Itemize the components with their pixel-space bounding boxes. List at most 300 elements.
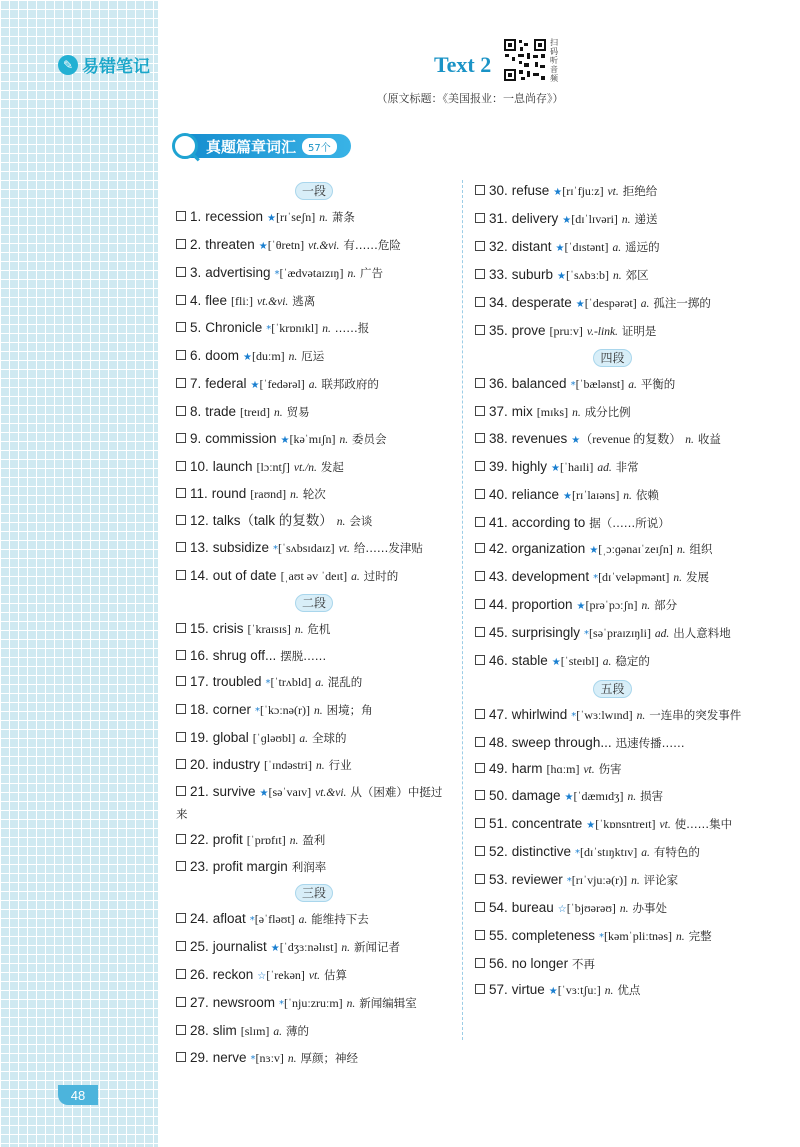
entry-number: 26. [190, 967, 209, 982]
entry-phonetic: [lɔːntʃ] [256, 460, 290, 474]
entry-part-of-speech: a. [612, 242, 622, 254]
checkbox-icon[interactable] [176, 488, 186, 498]
entry-number: 12. [190, 513, 209, 528]
vocab-entry [176, 962, 452, 990]
vocab-entry [176, 563, 452, 590]
checkbox-icon[interactable] [475, 930, 485, 940]
entry-number: 48. [489, 735, 508, 750]
entry-part-of-speech: n. [319, 212, 328, 224]
vocab-entry [176, 1018, 452, 1045]
frequency-star-icon: * [250, 1054, 256, 1065]
entry-word: bureau [511, 900, 554, 915]
entry-number: 40. [489, 487, 508, 502]
entry-word: advertising [205, 265, 271, 280]
paragraph-label-text: 一段 [295, 182, 333, 200]
checkbox-icon[interactable] [475, 958, 485, 968]
frequency-star-icon: * [265, 678, 271, 689]
entry-phonetic: [ˈɪndəstri] [264, 758, 313, 772]
vocab-column-left [176, 178, 452, 1073]
entry-part-of-speech: n. [346, 998, 356, 1010]
checkbox-icon[interactable] [176, 239, 186, 249]
entry-meaning: 优点 [617, 983, 641, 997]
entry-meaning: 贸易 [286, 405, 310, 419]
entry-word: journalist [212, 939, 267, 954]
entry-part-of-speech: n. [636, 710, 646, 722]
checkbox-icon[interactable] [475, 543, 485, 553]
vocab-entry [475, 454, 750, 482]
entry-part-of-speech: n. [685, 434, 694, 446]
entry-part-of-speech: n. [289, 835, 299, 847]
vocab-entry [176, 481, 452, 508]
entry-phonetic: [kəmˈpliːtnəs] [604, 929, 673, 943]
entry-phonetic: [ˌaʊt əv ˈdeɪt] [280, 569, 348, 583]
entry-part-of-speech: a. [602, 656, 612, 668]
entry-meaning: 过时的 [363, 569, 399, 583]
entry-phonetic: [ˌɔːɡənaɪˈzeɪʃn] [598, 542, 673, 556]
frequency-star-icon: * [255, 706, 261, 717]
entry-part-of-speech: a. [299, 733, 308, 745]
section-title: 真题篇章词汇 [206, 137, 297, 156]
entry-number: 8. [190, 404, 202, 419]
entry-word: slim [212, 1023, 237, 1038]
entry-meaning: 困境；角 [326, 703, 373, 717]
paragraph-label-text: 五段 [593, 680, 631, 698]
entry-meaning: 孤注一掷的 [653, 296, 711, 310]
entry-part-of-speech: n. [316, 760, 325, 772]
vocab-entry [176, 854, 452, 880]
frequency-star-icon: * [279, 999, 285, 1010]
entry-number: 44. [489, 597, 508, 612]
frequency-star-icon: * [593, 573, 599, 584]
frequency-star-icon: ★ [280, 435, 290, 446]
entry-phonetic: [fliː] [231, 294, 254, 308]
vocab-column-right [475, 178, 750, 1005]
entry-number: 41. [489, 515, 508, 530]
vocab-entry [475, 592, 750, 620]
checkbox-icon[interactable] [176, 570, 186, 580]
frequency-star-icon: ★ [551, 657, 561, 668]
vocab-entry [475, 178, 750, 206]
vocab-entry [176, 934, 452, 962]
entry-meaning: ……报 [334, 321, 370, 335]
entry-word: recession [205, 209, 264, 224]
checkbox-icon[interactable] [176, 322, 186, 332]
vocab-entry [176, 725, 452, 752]
entry-phonetic: [ˈkraɪsɪs] [247, 622, 291, 636]
entry-number: 16. [190, 648, 209, 663]
entry-number: 29. [190, 1050, 209, 1065]
vocab-entry [176, 343, 452, 371]
entry-part-of-speech: n. [572, 407, 581, 419]
checkbox-icon[interactable] [475, 517, 485, 527]
checkbox-icon[interactable] [176, 350, 186, 360]
entry-phonetic: [ˈbjʊərəʊ] [566, 901, 616, 915]
vocab-entry [176, 669, 452, 697]
checkbox-icon[interactable] [475, 902, 485, 912]
entry-meaning: 萧条 [331, 210, 355, 224]
entry-part-of-speech: n. [676, 931, 685, 943]
checkbox-icon[interactable] [176, 211, 186, 221]
entry-meaning: 稳定的 [615, 654, 650, 668]
page-number: 48 [58, 1085, 98, 1105]
vocab-entry [176, 288, 452, 315]
vocab-entry [475, 756, 750, 783]
entry-meaning: 薄的 [286, 1024, 310, 1038]
entry-meaning: 发起 [320, 460, 344, 474]
vocab-entry [176, 426, 452, 454]
checkbox-icon[interactable] [475, 269, 485, 279]
vocab-entry [176, 508, 452, 535]
frequency-star-icon: * [571, 711, 577, 722]
entry-word: shrug off... [212, 648, 277, 663]
checkbox-icon[interactable] [475, 818, 485, 828]
entry-number: 7. [190, 376, 202, 391]
entry-word: newsroom [212, 995, 276, 1010]
entry-meaning: 出人意料地 [673, 626, 731, 640]
entry-word: reckon [212, 967, 254, 982]
frequency-star-icon: ★ [270, 943, 280, 954]
vocab-entry [176, 204, 452, 232]
paragraph-label [475, 347, 750, 367]
vocab-entry [475, 510, 750, 536]
entry-part-of-speech: vt. [308, 970, 321, 982]
entry-word: balanced [511, 376, 567, 391]
entry-phonetic: [pruːv] [549, 324, 583, 338]
brand-logo [58, 52, 150, 77]
entry-phonetic: [ˈædvətaɪzɪŋ] [279, 266, 344, 280]
vocab-entry [176, 1045, 452, 1073]
entry-number: 32. [489, 239, 508, 254]
checkbox-icon[interactable] [475, 461, 485, 471]
paragraph-label [475, 678, 750, 698]
checkbox-icon[interactable] [475, 874, 485, 884]
checkbox-icon[interactable] [475, 213, 485, 223]
checkbox-icon[interactable] [176, 406, 186, 416]
entry-meaning: 完整 [688, 929, 712, 943]
entry-phonetic: [raʊnd] [250, 487, 287, 501]
entry-word: delivery [511, 211, 559, 226]
entry-meaning: 不再 [572, 957, 596, 971]
checkbox-icon[interactable] [475, 846, 485, 856]
entry-word: highly [511, 459, 548, 474]
checkbox-icon[interactable] [176, 834, 186, 844]
entry-part-of-speech: vt./n. [293, 462, 317, 474]
entry-part-of-speech: n. [294, 624, 304, 636]
entry-word: Chronicle [205, 320, 263, 335]
frequency-star-icon: ★ [575, 299, 585, 310]
entry-part-of-speech: n. [641, 600, 651, 612]
checkbox-icon[interactable] [176, 941, 186, 951]
vocab-entry [475, 399, 750, 426]
checkbox-icon[interactable] [475, 763, 485, 773]
checkbox-icon[interactable] [475, 984, 485, 994]
checkbox-icon[interactable] [475, 655, 485, 665]
entry-part-of-speech: a. [641, 847, 650, 859]
checkbox-icon[interactable] [176, 515, 186, 525]
column-divider [462, 180, 463, 1040]
entry-word: prove [511, 323, 546, 338]
entry-word: according to [511, 515, 586, 530]
entry-word: no longer [511, 956, 569, 971]
entry-meaning: 估算 [324, 968, 348, 982]
entry-meaning: 成分比例 [584, 405, 631, 419]
vocab-entry [475, 811, 750, 839]
brand-name: 易错笔记 [82, 57, 150, 77]
entry-part-of-speech: a. [298, 914, 308, 926]
entry-phonetic: [hɑːm] [546, 762, 580, 776]
vocab-entry [475, 426, 750, 454]
vocab-entry [475, 536, 750, 564]
entry-meaning: 迅速传播…… [615, 736, 685, 750]
entry-number: 15. [190, 621, 209, 636]
page-title: Text 2 [434, 52, 492, 77]
entry-word: proportion [511, 597, 573, 612]
vocab-entry [176, 697, 452, 725]
entry-word: whirlwind [511, 707, 568, 722]
entry-meaning: 会谈 [349, 514, 373, 528]
checkbox-icon[interactable] [176, 997, 186, 1007]
entry-meaning: 收益 [697, 432, 721, 446]
entry-word: crisis [212, 621, 244, 636]
magnifier-icon [172, 133, 198, 159]
entry-number: 50. [489, 788, 508, 803]
entry-meaning: 非常 [615, 460, 639, 474]
entry-number: 13. [190, 540, 209, 555]
entry-word: completeness [511, 928, 596, 943]
paragraph-label [176, 180, 452, 200]
checkbox-icon[interactable] [176, 378, 186, 388]
checkbox-icon[interactable] [475, 378, 485, 388]
checkbox-icon[interactable] [176, 969, 186, 979]
entry-meaning: 拒绝给 [622, 184, 658, 198]
vocab-entry [176, 399, 452, 426]
checkbox-icon[interactable] [176, 433, 186, 443]
entry-phonetic: [ˈtrʌbld] [270, 675, 312, 689]
entry-number: 24. [190, 911, 209, 926]
entry-number: 53. [489, 872, 508, 887]
entry-word: profit margin [212, 859, 288, 874]
checkbox-icon[interactable] [176, 295, 186, 305]
entry-part-of-speech: n. [322, 323, 331, 335]
entry-number: 31. [489, 211, 508, 226]
entry-part-of-speech: n. [336, 516, 346, 528]
entry-word: stable [511, 653, 548, 668]
checkbox-icon[interactable] [475, 433, 485, 443]
entry-meaning: 委员会 [352, 432, 387, 446]
checkbox-icon[interactable] [176, 759, 186, 769]
entry-meaning: 轮次 [302, 487, 326, 501]
frequency-star-icon: ★ [563, 491, 572, 502]
entry-phonetic: [ˈsʌbɜːb] [566, 268, 610, 282]
entry-number: 46. [489, 653, 508, 668]
frequency-star-icon: ★ [557, 271, 566, 282]
entry-phonetic: [ˈprɒfɪt] [246, 833, 286, 847]
frequency-star-icon: * [575, 848, 581, 859]
frequency-star-icon: ★ [553, 187, 563, 198]
checkbox-icon[interactable] [475, 737, 485, 747]
entry-word: revenues [511, 431, 568, 446]
entry-phonetic: （revenue 的复数） [580, 432, 682, 446]
entry-part-of-speech: a. [315, 677, 324, 689]
checkbox-icon[interactable] [176, 650, 186, 660]
qr-code-icon[interactable] [503, 38, 547, 82]
original-title: （原文标题：《美国报业：一息尚存》） [376, 92, 564, 105]
entry-part-of-speech: vt. [338, 543, 350, 555]
checkbox-icon[interactable] [475, 185, 485, 195]
vocab-entry [176, 827, 452, 854]
entry-word: virtue [511, 982, 545, 997]
frequency-star-icon: ★ [586, 820, 596, 831]
entry-meaning: 部分 [654, 598, 678, 612]
vocab-entry [475, 482, 750, 510]
entry-meaning: 盈利 [302, 833, 326, 847]
entry-phonetic: [ˈvɜːtʃuː] [557, 983, 601, 997]
entry-meaning: 依赖 [635, 488, 659, 502]
entry-phonetic: [dɪˈveləpmənt] [598, 570, 670, 584]
entry-word: sweep through... [511, 735, 612, 750]
checkbox-icon[interactable] [176, 786, 186, 796]
checkbox-icon[interactable] [475, 489, 485, 499]
checkbox-icon[interactable] [475, 325, 485, 335]
checkbox-icon[interactable] [176, 732, 186, 742]
checkbox-icon[interactable] [176, 704, 186, 714]
entry-number: 54. [489, 900, 508, 915]
entry-number: 28. [190, 1023, 209, 1038]
vocab-entry [475, 783, 750, 811]
checkbox-icon[interactable] [475, 297, 485, 307]
entry-part-of-speech: vt.&vi. [257, 296, 289, 308]
entry-number: 18. [190, 702, 209, 717]
entry-word: doom [205, 348, 240, 363]
checkbox-icon[interactable] [176, 913, 186, 923]
frequency-star-icon: * [599, 932, 605, 943]
entry-part-of-speech: ad. [654, 628, 670, 640]
entry-word: subsidize [212, 540, 270, 555]
qr-caption: 扫码听音频 [550, 38, 558, 83]
entry-meaning: 办事处 [632, 901, 668, 915]
vocab-entry [475, 923, 750, 951]
checkbox-icon[interactable] [176, 267, 186, 277]
checkbox-icon[interactable] [475, 241, 485, 251]
entry-number: 38. [489, 431, 508, 446]
entry-phonetic: [dɪˈlɪvəri] [571, 212, 618, 226]
entry-phonetic: [ˈdʒɜːnəlɪst] [279, 940, 338, 954]
entry-phonetic: [ˈdɪstənt] [564, 240, 609, 254]
entry-word: federal [205, 376, 247, 391]
checkbox-icon[interactable] [176, 623, 186, 633]
entry-meaning: 从（困难）中挺过来 [176, 785, 443, 821]
entry-phonetic: [əˈfləʊt] [254, 912, 295, 926]
entry-word: nerve [212, 1050, 247, 1065]
entry-meaning: 组织 [689, 542, 713, 556]
entry-number: 14. [190, 568, 209, 583]
checkbox-icon[interactable] [176, 461, 186, 471]
entry-number: 55. [489, 928, 508, 943]
pencil-icon: ✎ [58, 55, 78, 75]
entry-phonetic: [ˈkrɒnɪkl] [271, 321, 319, 335]
entry-part-of-speech: vt. [583, 764, 595, 776]
checkbox-icon[interactable] [176, 676, 186, 686]
vocab-entry [176, 454, 452, 481]
entry-meaning: 损害 [640, 789, 664, 803]
paragraph-label-text: 四段 [593, 349, 631, 367]
entry-meaning: 利润率 [291, 860, 327, 874]
frequency-star-icon: * [266, 324, 272, 335]
checkbox-icon[interactable] [475, 790, 485, 800]
frequency-star-icon: ☆ [257, 971, 267, 982]
entry-number: 17. [190, 674, 209, 689]
checkbox-icon[interactable] [475, 627, 485, 637]
checkbox-icon[interactable] [176, 1052, 186, 1062]
entry-number: 6. [190, 348, 202, 363]
entry-part-of-speech: a. [628, 379, 637, 391]
entry-phonetic: [ˈwɜːlwɪnd] [576, 708, 633, 722]
entry-part-of-speech: n. [673, 572, 682, 584]
checkbox-icon[interactable] [176, 542, 186, 552]
entry-phonetic: [rɪˈseʃn] [275, 210, 316, 224]
entry-word: distant [511, 239, 552, 254]
entry-meaning: 伤害 [598, 762, 622, 776]
entry-meaning: 有……危险 [343, 238, 401, 252]
entry-number: 35. [489, 323, 508, 338]
entry-number: 1. [190, 209, 202, 224]
entry-part-of-speech: n. [631, 875, 640, 887]
entry-word: development [511, 569, 590, 584]
entry-number: 5. [190, 320, 202, 335]
entry-word: organization [511, 541, 586, 556]
vocab-entry [475, 234, 750, 262]
checkbox-icon[interactable] [475, 709, 485, 719]
vocab-entry [475, 839, 750, 867]
entry-part-of-speech: n. [676, 544, 686, 556]
entry-number: 22. [190, 832, 209, 847]
vocab-entry [475, 620, 750, 648]
entry-part-of-speech: a. [640, 298, 650, 310]
vocab-entry [475, 730, 750, 756]
checkbox-icon[interactable] [475, 406, 485, 416]
frequency-star-icon: ★ [548, 986, 558, 997]
checkbox-icon[interactable] [176, 861, 186, 871]
entry-meaning: 证明是 [621, 324, 657, 338]
checkbox-icon[interactable] [176, 1025, 186, 1035]
paragraph-label [176, 592, 452, 612]
entry-number: 27. [190, 995, 209, 1010]
checkbox-icon[interactable] [475, 599, 485, 609]
grid-sidebar [0, 0, 158, 1147]
entry-meaning: 危机 [307, 622, 331, 636]
frequency-star-icon: * [566, 876, 572, 887]
entry-meaning: 据（……所说） [589, 516, 670, 530]
frequency-star-icon: ★ [258, 241, 268, 252]
entry-word: corner [212, 702, 252, 717]
entry-meaning: 混乱的 [327, 675, 363, 689]
entry-number: 49. [489, 761, 508, 776]
entry-phonetic: [ˈɡləʊbl] [252, 731, 296, 745]
frequency-star-icon: ★ [267, 213, 276, 224]
entry-word: afloat [212, 911, 246, 926]
vocab-entry [176, 260, 452, 288]
entry-phonetic: [duːm] [251, 349, 285, 363]
checkbox-icon[interactable] [475, 571, 485, 581]
entry-phonetic: [ˈkɒnsntreɪt] [595, 817, 656, 831]
entry-meaning: 广告 [360, 266, 384, 280]
entry-word: talks（talk 的复数） [212, 513, 333, 528]
entry-part-of-speech: n. [347, 268, 357, 280]
entry-word: desperate [511, 295, 572, 310]
entry-number: 19. [190, 730, 209, 745]
entry-word: survive [212, 784, 256, 799]
entry-meaning: 发展 [685, 570, 709, 584]
